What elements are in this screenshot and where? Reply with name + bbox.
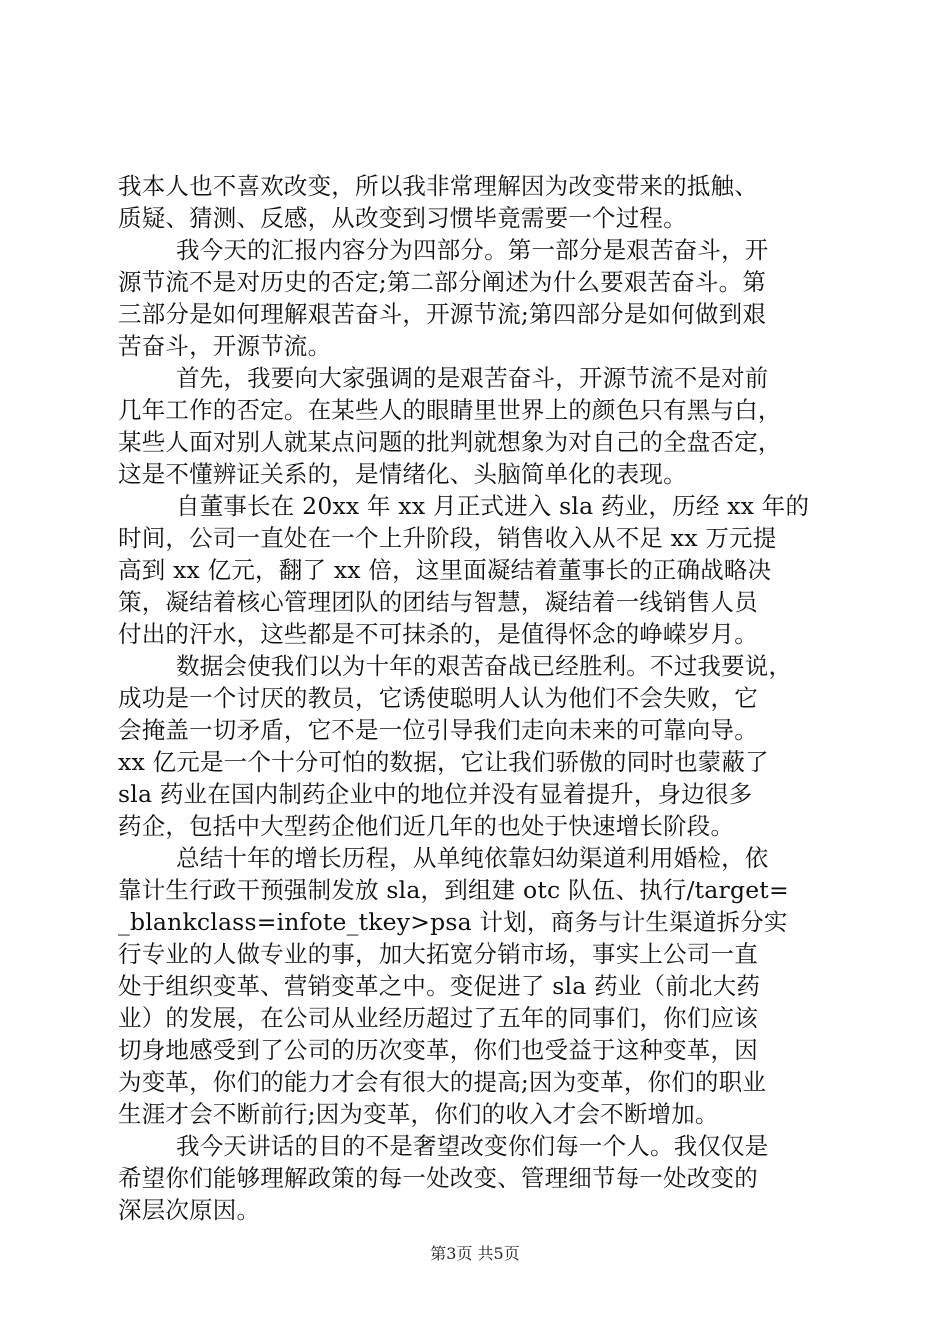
text-line: 会掩盖一切矛盾，它不是一位引导我们走向未来的可靠向导。 [118, 716, 758, 744]
text-line: 深层次原因。 [118, 1196, 261, 1224]
text-line: 业）的发展，在公司从业经历超过了五年的同事们，你们应该 [118, 1004, 758, 1032]
text-line: 我本人也不喜欢改变，所以我非常理解因为改变带来的抵触、 [118, 172, 758, 200]
text-line: 希望你们能够理解政策的每一处改变、管理细节每一处改变的 [118, 1164, 758, 1192]
text-line: 策，凝结着核心管理团队的团结与智慧，凝结着一线销售人员 [118, 588, 758, 616]
text-line: xx 亿元是一个十分可怕的数据，它让我们骄傲的同时也蒙蔽了 [118, 748, 769, 776]
document-body [118, 170, 838, 1226]
text-line: 处于组织变革、营销变革之中。变促进了 sla 药业（前北大药 [118, 972, 761, 1000]
text-line: 时间，公司一直处在一个上升阶段，销售收入从不足 xx 万元提 [118, 524, 777, 552]
text-line: 自董事长在 20xx 年 xx 月正式进入 sla 药业，历经 xx 年的 [176, 492, 810, 520]
text-line: 靠计生行政干预强制发放 sla，到组建 otc 队伍、执行/target= [118, 876, 789, 904]
text-line: 三部分是如何理解艰苦奋斗，开源节流;第四部分是如何做到艰 [118, 300, 767, 328]
text-line: 总结十年的增长历程，从单纯依靠妇幼渠道利用婚检，依 [176, 844, 769, 872]
text-line: 我今天的汇报内容分为四部分。第一部分是艰苦奋斗，开 [176, 236, 769, 264]
page-footer: 第3页 共5页 [430, 1244, 520, 1263]
text-line: 这是不懂辨证关系的，是情绪化、头脑简单化的表现。 [118, 460, 687, 488]
text-line: 为变革，你们的能力才会有很大的提高;因为变革，你们的职业 [118, 1068, 767, 1096]
text-line: 生涯才会不断前行;因为变革，你们的收入才会不断增加。 [118, 1100, 719, 1128]
text-line: 行专业的人做专业的事，加大拓宽分销市场，事实上公司一直 [118, 940, 758, 968]
text-line: 某些人面对别人就某点问题的批判就想象为对自己的全盘否定， [118, 428, 782, 456]
text-line: 药企，包括中大型药企他们近几年的也处于快速增长阶段。 [118, 812, 735, 840]
text-line: 成功是一个讨厌的教员，它诱使聪明人认为他们不会失败，它 [118, 684, 758, 712]
text-line: 高到 xx 亿元，翻了 xx 倍，这里面凝结着董事长的正确战略决 [118, 556, 772, 584]
text-line: 质疑、猜测、反感，从改变到习惯毕竟需要一个过程。 [118, 204, 687, 232]
text-line: 首先，我要向大家强调的是艰苦奋斗，开源节流不是对前 [176, 364, 769, 392]
text-line: _blankclass=infote_tkey>psa 计划，商务与计生渠道拆分实 [118, 908, 788, 936]
text-line: 付出的汗水，这些都是不可抹杀的，是值得怀念的峥嵘岁月。 [118, 620, 758, 648]
text-line: 数据会使我们以为十年的艰苦奋战已经胜利。不过我要说， [176, 652, 793, 680]
text-line: 切身地感受到了公司的历次变革，你们也受益于这种变革，因 [118, 1036, 758, 1064]
text-line: sla 药业在国内制药企业中的地位并没有显着提升，身边很多 [118, 780, 753, 808]
text-line: 苦奋斗，开源节流。 [118, 332, 332, 360]
text-line: 我今天讲话的目的不是奢望改变你们每一个人。我仅仅是 [176, 1132, 769, 1160]
text-line: 源节流不是对历史的否定;第二部分阐述为什么要艰苦奋斗。第 [118, 268, 767, 296]
text-line: 几年工作的否定。在某些人的眼睛里世界上的颜色只有黑与白， [118, 396, 782, 424]
